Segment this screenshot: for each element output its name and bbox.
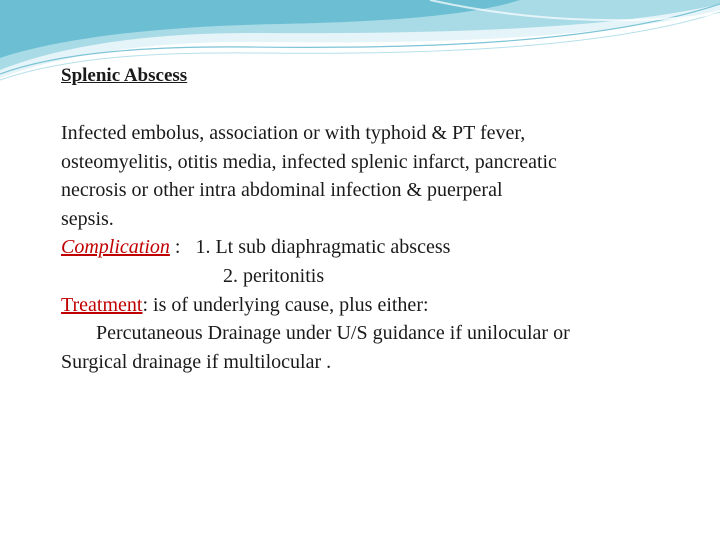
drainage-line-1: Percutaneous Drainage under U/S guidance if unilocular or (96, 322, 570, 345)
slide-body (61, 62, 701, 376)
causes-line: sepsis. (61, 207, 114, 230)
complication-separator: : (169, 236, 196, 259)
slide-title: Splenic Abscess (61, 65, 188, 86)
complication-line (61, 233, 701, 262)
complication-item-2: 2. peritonitis (223, 264, 325, 287)
treatment-text: : is of underlying cause, plus either: (142, 293, 429, 316)
causes-line: Infected embolus, association or with typhoid & PT fever, (61, 122, 526, 144)
causes-line: osteomyelitis, otitis media, infected splenic infarct, pancreatic (61, 150, 557, 173)
causes-paragraph (61, 119, 701, 233)
complication-label: Complication (61, 236, 170, 259)
causes-line: necrosis or other intra abdominal infection & puerperal (61, 179, 503, 202)
complication-section (61, 233, 701, 290)
treatment-line (61, 291, 701, 320)
treatment-label: Treatment (61, 293, 143, 316)
drainage-line-2: Surgical drainage if multilocular . (61, 350, 332, 373)
complication-item-1: 1. Lt sub diaphragmatic abscess (195, 236, 451, 259)
treatment-section (61, 291, 701, 377)
